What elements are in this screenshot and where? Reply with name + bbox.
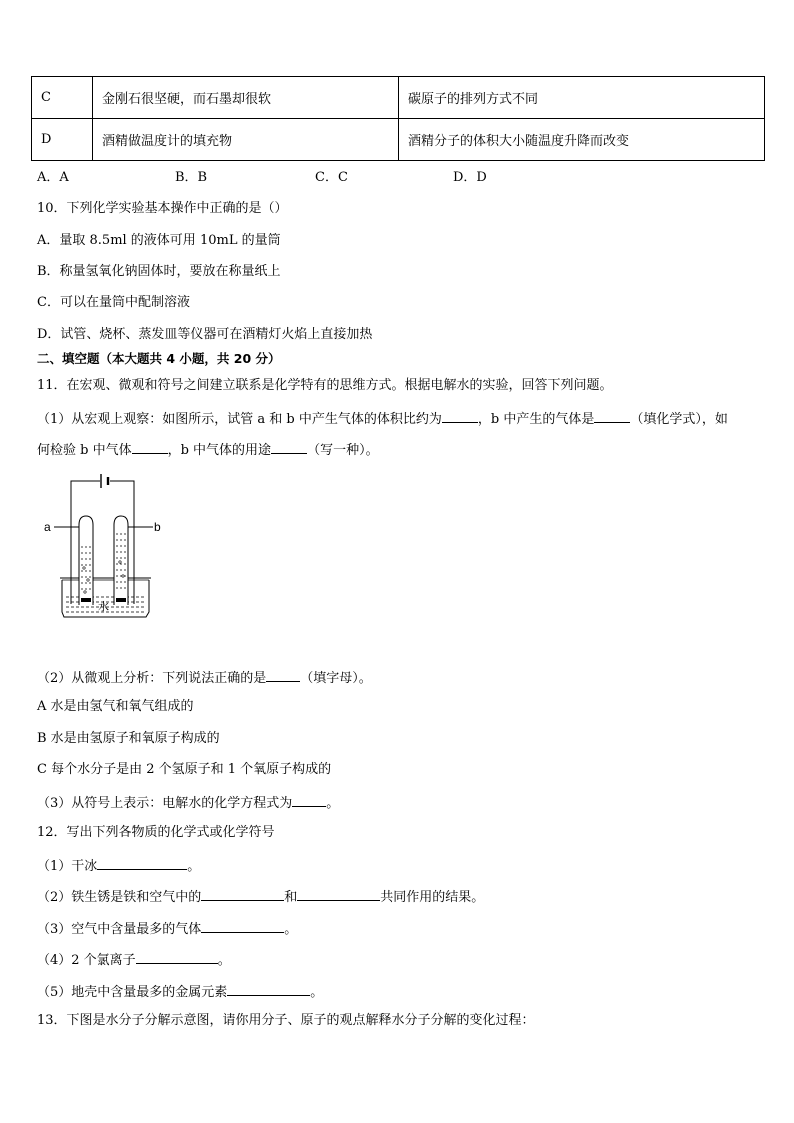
- answer-blank[interactable]: [266, 668, 300, 682]
- text: （填字母）。: [300, 671, 372, 686]
- answer-blank[interactable]: [297, 887, 380, 901]
- question-12-item-1: [37, 856, 200, 875]
- answer-blank[interactable]: [201, 887, 284, 901]
- choice-d: D．D: [453, 170, 487, 185]
- question-12-item-2: [37, 887, 484, 906]
- text: （1）从宏观上观察：如图所示，试管 a 和 b 中产生气体的体积比约为: [37, 412, 442, 427]
- answer-blank[interactable]: [292, 793, 326, 807]
- choice-b: B．B: [175, 170, 208, 185]
- answer-blank[interactable]: [132, 440, 168, 454]
- question-10-option-d: D．试管、烧杯、蒸发皿等仪器可在酒精灯火焰上直接加热: [37, 327, 373, 342]
- text: ，b 中气体的用途: [167, 443, 272, 458]
- text: 和: [284, 890, 298, 905]
- text: （4）2 个氯离子: [37, 953, 136, 968]
- question-9-choices: [37, 170, 487, 186]
- question-11-option-a: A 水是由氢气和氧气组成的: [37, 699, 194, 714]
- question-11-part2: [37, 668, 372, 687]
- text: 共同作用的结果。: [380, 890, 485, 905]
- text: （3）空气中含量最多的气体: [37, 922, 202, 937]
- option-cell: D: [32, 119, 93, 161]
- text: （填化学式），如: [630, 412, 728, 427]
- option-cell: C: [32, 77, 93, 119]
- question-12-stem: 12．写出下列各物质的化学式或化学符号: [37, 825, 275, 840]
- phenomenon-cell: 酒精做温度计的填充物: [93, 119, 399, 161]
- text: 。: [187, 859, 201, 874]
- question-12-item-5: [37, 982, 323, 1001]
- section-heading: 二、填空题（本大题共 4 小题，共 20 分）: [37, 351, 281, 366]
- question-10-option-a: A．量取 8.5ml 的液体可用 10mL 的量筒: [37, 233, 281, 248]
- answer-blank[interactable]: [442, 409, 478, 423]
- text: 。: [217, 953, 231, 968]
- text: （3）从符号上表示：电解水的化学方程式为: [37, 796, 293, 811]
- text: （写一种）。: [307, 443, 379, 458]
- question-10-option-b: B．称量氢氧化钠固体时，要放在称量纸上: [37, 264, 281, 279]
- table-row: [32, 77, 765, 119]
- answer-blank[interactable]: [97, 856, 187, 870]
- answer-blank[interactable]: [136, 950, 218, 964]
- water-label: 水: [98, 601, 109, 613]
- answer-blank[interactable]: [227, 982, 310, 996]
- text: 何检验 b 中气体: [37, 443, 132, 458]
- question-11-part3: [37, 793, 339, 812]
- question-11-part1-line1: [37, 409, 728, 428]
- text: 。: [284, 922, 298, 937]
- test-tube-b: [114, 516, 128, 605]
- choice-c: C．C: [315, 170, 348, 185]
- explanation-cell: 碳原子的排列方式不同: [399, 77, 765, 119]
- text: 。: [310, 985, 324, 1000]
- text: （1）干冰: [37, 859, 98, 874]
- label-b: b: [154, 520, 161, 534]
- table-row: [32, 119, 765, 161]
- question-13-stem: 13．下图是水分子分解示意图，请你用分子、原子的观点解释水分子分解的变化过程：: [37, 1013, 535, 1028]
- answer-blank[interactable]: [594, 409, 630, 423]
- label-a: a: [44, 520, 51, 534]
- question-10-option-c: C．可以在量筒中配制溶液: [37, 295, 190, 310]
- text: （2）铁生锈是铁和空气中的: [37, 890, 202, 905]
- question-11-option-c: C 每个水分子是由 2 个氢原子和 1 个氧原子构成的: [37, 762, 332, 777]
- test-tube-a: [79, 516, 93, 605]
- question-12-item-3: [37, 919, 297, 938]
- answer-blank[interactable]: [271, 440, 307, 454]
- question-11-stem: 11．在宏观、微观和符号之间建立联系是化学特有的思维方式。根据电解水的实验，回答下列问题。: [37, 378, 613, 393]
- electrolysis-apparatus-figure: [40, 472, 160, 624]
- question-9-table: [31, 76, 765, 161]
- answer-blank[interactable]: [201, 919, 284, 933]
- question-11-part1-line2: [37, 440, 379, 459]
- question-11-option-b: B 水是由氢原子和氧原子构成的: [37, 731, 220, 746]
- text: 。: [326, 796, 340, 811]
- phenomenon-cell: 金刚石很坚硬，而石墨却很软: [93, 77, 399, 119]
- text: （5）地壳中含量最多的金属元素: [37, 985, 228, 1000]
- text: （2）从微观上分析：下列说法正确的是: [37, 671, 267, 686]
- question-10-stem: 10．下列化学实验基本操作中正确的是（）: [37, 201, 288, 216]
- explanation-cell: 酒精分子的体积大小随温度升降而改变: [399, 119, 765, 161]
- text: ，b 中产生的气体是: [477, 412, 595, 427]
- choice-a: A．A: [37, 170, 69, 185]
- question-12-item-4: [37, 950, 231, 969]
